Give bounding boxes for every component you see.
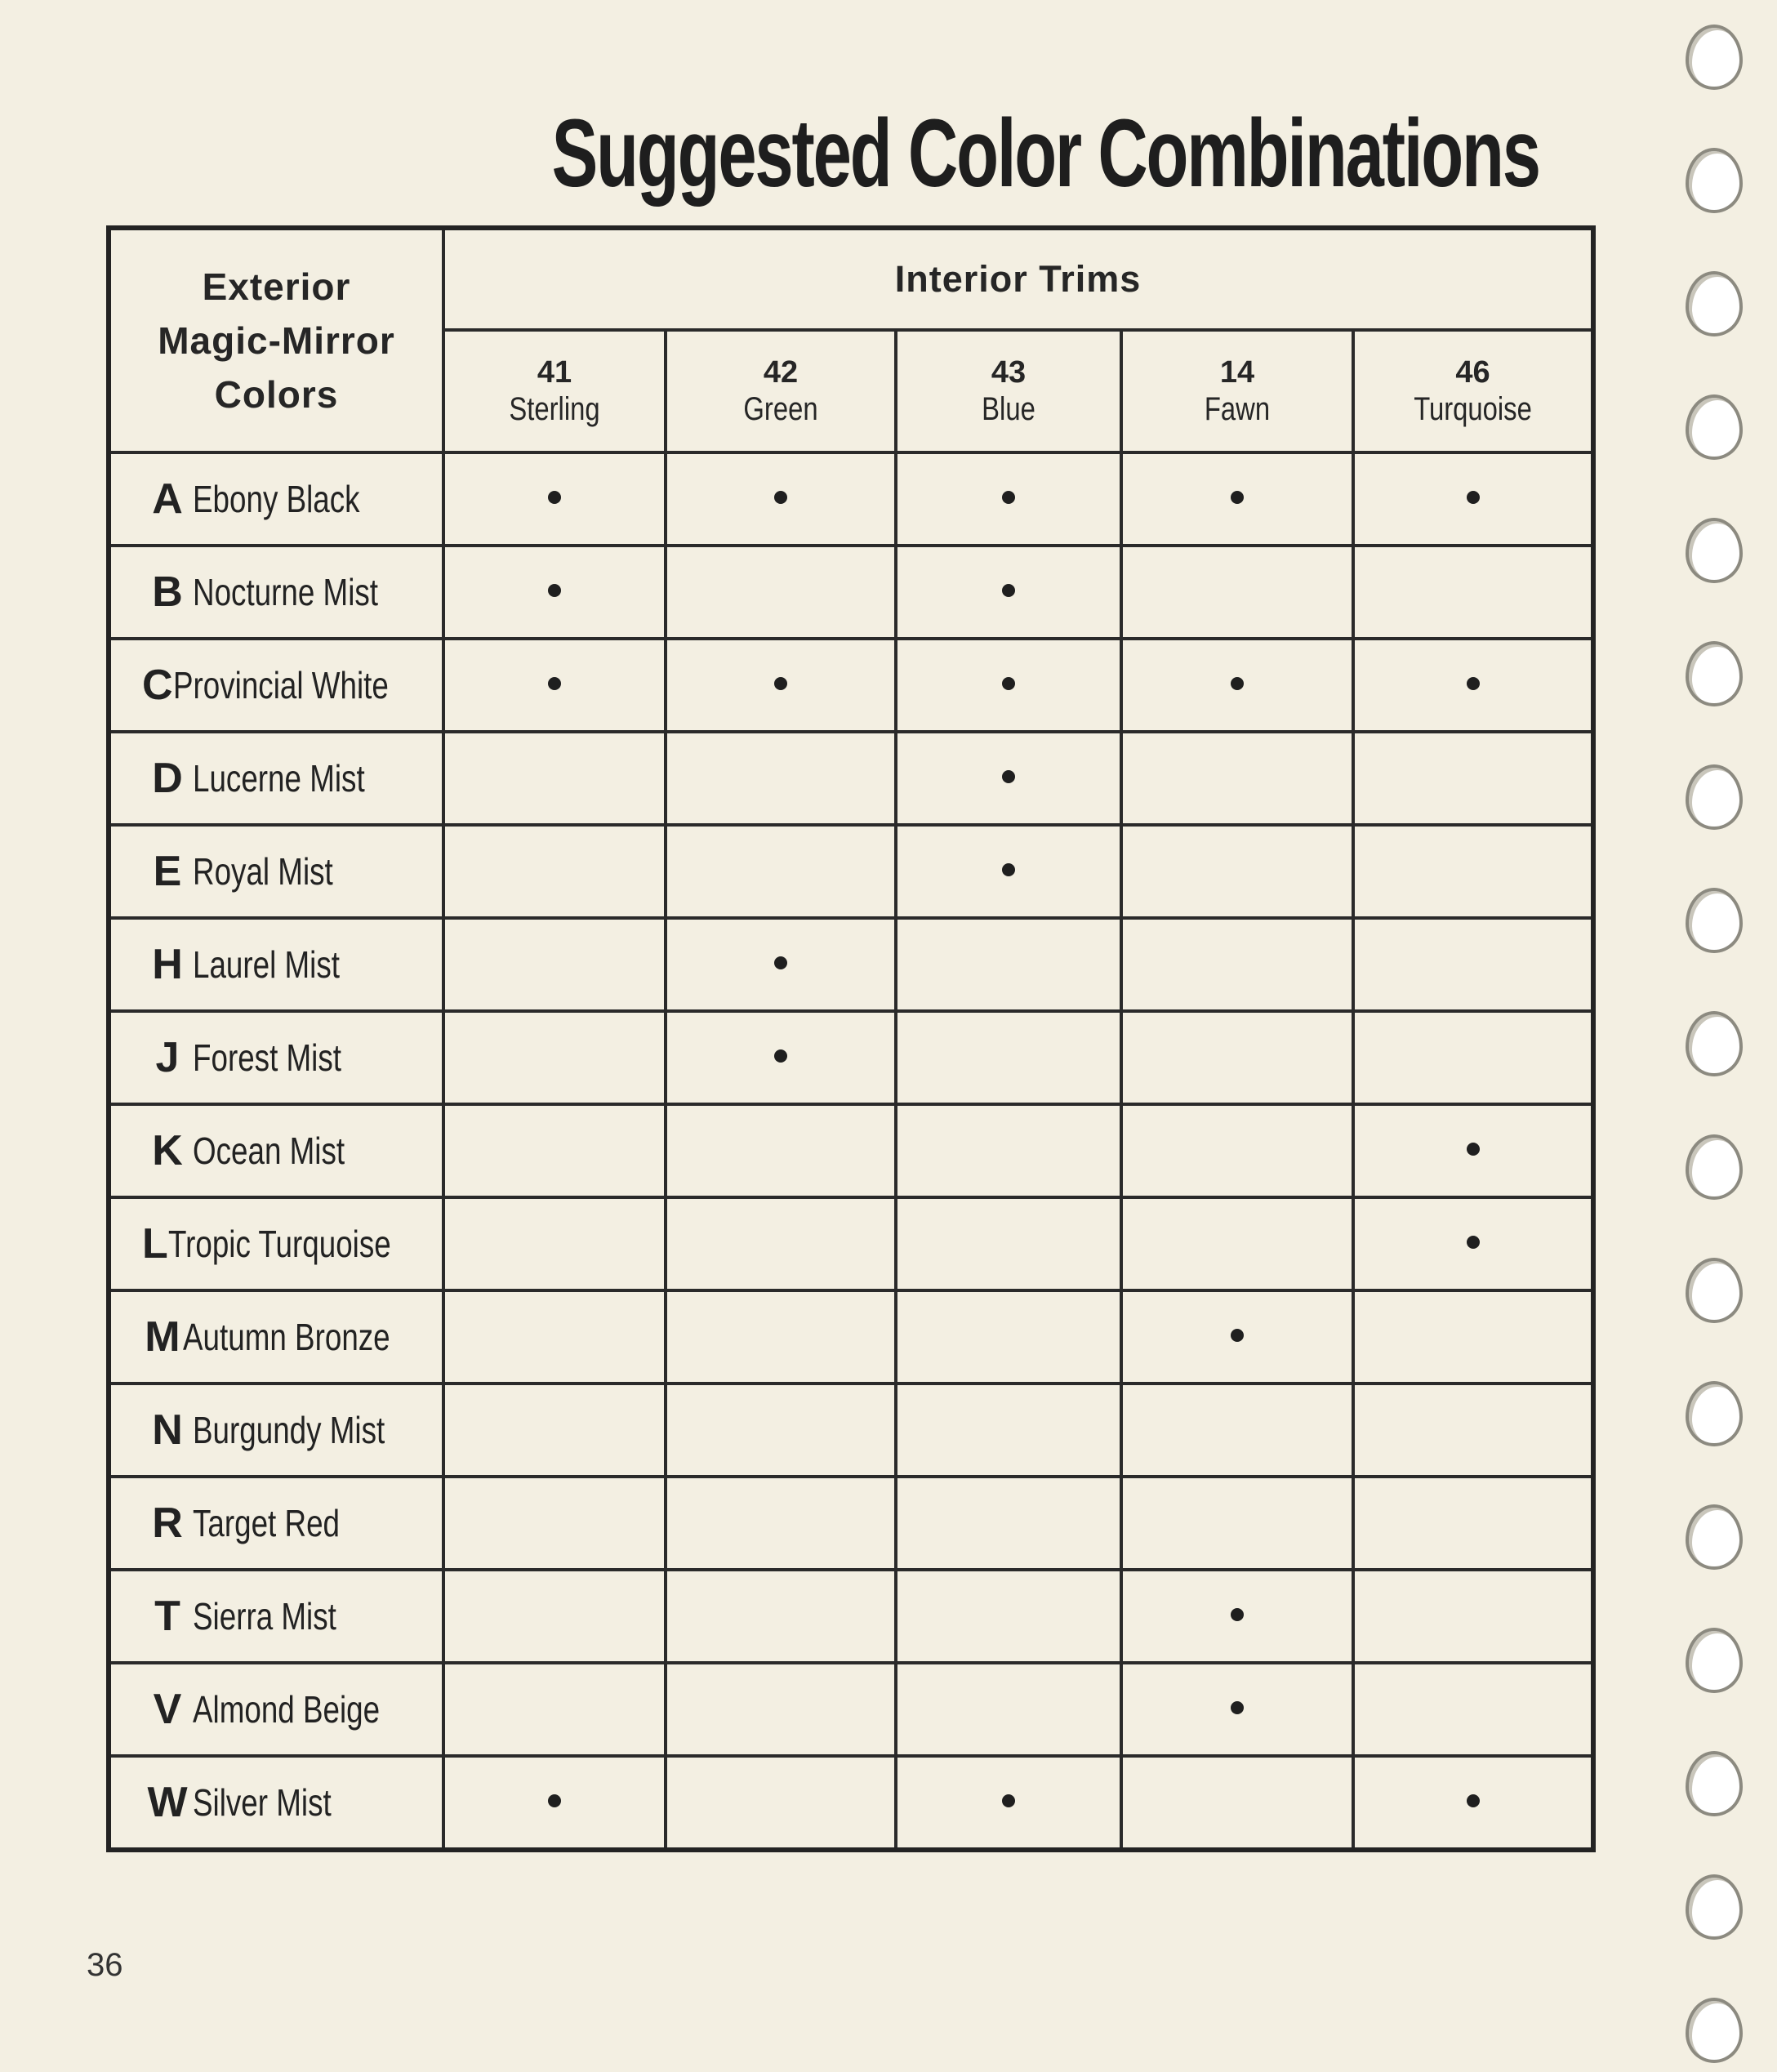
combination-cell — [896, 1663, 1121, 1756]
combination-cell — [1353, 1104, 1593, 1197]
combination-cell — [1353, 546, 1593, 639]
binding-hole — [1686, 764, 1743, 830]
combination-cell — [896, 1290, 1121, 1384]
combination-cell — [443, 1011, 666, 1104]
combination-cell — [443, 825, 666, 918]
combination-dot — [774, 491, 787, 504]
exterior-color-cell — [109, 639, 443, 732]
combination-cell — [1353, 1290, 1593, 1384]
color-code-letter: K — [152, 1127, 183, 1174]
combination-cell — [896, 1756, 1121, 1850]
combination-cell — [443, 639, 666, 732]
color-name: Almond Beige — [193, 1688, 381, 1731]
color-name: Nocturne Mist — [193, 571, 378, 613]
combination-dot — [1467, 1794, 1480, 1807]
table-row — [109, 825, 1593, 918]
combination-dot — [548, 1794, 561, 1807]
combination-dot — [774, 1049, 787, 1063]
binding-hole — [1686, 1998, 1743, 2063]
color-combinations-table — [106, 225, 1596, 1852]
color-code-letter: V — [153, 1686, 182, 1733]
combination-cell — [896, 546, 1121, 639]
color-code-letter: E — [153, 848, 182, 895]
exterior-colors-header: Exterior Magic-Mirror Colors — [109, 228, 443, 452]
exterior-color-cell — [109, 1384, 443, 1477]
combination-cell — [666, 918, 896, 1011]
combination-cell — [443, 1756, 666, 1850]
binding-hole — [1686, 1134, 1743, 1200]
table-row — [109, 1011, 1593, 1104]
combination-cell — [1353, 452, 1593, 546]
combination-cell — [1121, 1384, 1353, 1477]
table-body — [109, 452, 1593, 1850]
combination-cell — [443, 1104, 666, 1197]
combination-cell — [666, 1104, 896, 1197]
combination-cell — [666, 732, 896, 825]
combination-cell — [1353, 1663, 1593, 1756]
combination-cell — [896, 1477, 1121, 1570]
trim-name: Sterling — [509, 391, 600, 427]
table-row — [109, 546, 1593, 639]
color-name: Laurel Mist — [193, 943, 340, 986]
trim-header-turquoise — [1353, 330, 1593, 452]
table-row — [109, 1477, 1593, 1570]
color-code-letter: C — [142, 662, 173, 709]
color-code-letter: A — [152, 475, 183, 523]
combination-cell — [896, 918, 1121, 1011]
combination-cell — [666, 546, 896, 639]
exterior-color-cell — [109, 1104, 443, 1197]
color-name: Royal Mist — [193, 850, 333, 893]
combination-cell — [443, 732, 666, 825]
combination-cell — [1353, 825, 1593, 918]
table-row — [109, 1663, 1593, 1756]
combination-cell — [1121, 639, 1353, 732]
binding-hole — [1686, 25, 1743, 90]
page-number: 36 — [87, 1947, 123, 1983]
combination-cell — [443, 918, 666, 1011]
combination-dot — [1467, 1143, 1480, 1156]
combination-cell — [896, 825, 1121, 918]
color-name: Burgundy Mist — [193, 1409, 385, 1451]
combination-dot — [548, 677, 561, 690]
combination-dot — [1231, 677, 1244, 690]
color-code-letter: H — [152, 941, 183, 988]
combination-dot — [1231, 1701, 1244, 1714]
combination-cell — [1121, 918, 1353, 1011]
combination-cell — [1121, 1756, 1353, 1850]
combination-dot — [1467, 677, 1480, 690]
combination-cell — [896, 1104, 1121, 1197]
combination-cell — [1353, 1384, 1593, 1477]
trim-name: Blue — [982, 391, 1035, 427]
combination-dot — [774, 956, 787, 969]
combination-dot — [1002, 1794, 1015, 1807]
combination-cell — [1121, 1104, 1353, 1197]
combination-cell — [666, 1384, 896, 1477]
exterior-color-cell — [109, 1570, 443, 1663]
combination-cell — [896, 1197, 1121, 1290]
trim-name: Turquoise — [1414, 391, 1532, 427]
color-name: Ocean Mist — [193, 1130, 345, 1172]
exterior-color-cell — [109, 1477, 443, 1570]
table-row — [109, 1570, 1593, 1663]
exterior-color-cell — [109, 918, 443, 1011]
binding-hole — [1686, 888, 1743, 953]
exterior-color-cell — [109, 732, 443, 825]
page-title: Suggested Color Combinations — [551, 100, 1539, 207]
combination-cell — [443, 1384, 666, 1477]
combination-dot — [548, 584, 561, 597]
binding-hole — [1686, 271, 1743, 336]
combination-dot — [1231, 491, 1244, 504]
trim-header-sterling — [443, 330, 666, 452]
combination-cell — [443, 1663, 666, 1756]
color-code-letter: N — [152, 1406, 183, 1454]
combination-cell — [1353, 1756, 1593, 1850]
combination-cell — [1121, 1570, 1353, 1663]
color-code-letter: M — [145, 1313, 180, 1361]
combination-dot — [1002, 491, 1015, 504]
exterior-color-cell — [109, 546, 443, 639]
combination-cell — [1353, 1197, 1593, 1290]
combination-cell — [443, 1197, 666, 1290]
binding-hole — [1686, 1628, 1743, 1693]
combination-cell — [1353, 1011, 1593, 1104]
combination-cell — [443, 1477, 666, 1570]
color-code-letter: W — [147, 1779, 188, 1826]
table-row — [109, 732, 1593, 825]
table-row — [109, 1197, 1593, 1290]
combination-cell — [666, 1663, 896, 1756]
exterior-color-cell — [109, 452, 443, 546]
combination-cell — [1121, 452, 1353, 546]
combination-dot — [1467, 491, 1480, 504]
color-name: Ebony Black — [193, 478, 360, 520]
binding-hole — [1686, 1258, 1743, 1323]
exterior-color-cell — [109, 1011, 443, 1104]
combination-cell — [666, 1570, 896, 1663]
exterior-color-cell — [109, 1663, 443, 1756]
combination-cell — [666, 452, 896, 546]
color-name: Provincial White — [172, 664, 389, 706]
combination-dot — [1002, 584, 1015, 597]
combination-cell — [896, 639, 1121, 732]
exterior-color-cell — [109, 1290, 443, 1384]
trim-code: 14 — [1219, 355, 1255, 390]
combination-cell — [1353, 1477, 1593, 1570]
binding-hole — [1686, 394, 1743, 460]
color-name: Autumn Bronze — [182, 1316, 390, 1358]
trim-code: 41 — [537, 355, 572, 390]
combination-cell — [896, 452, 1121, 546]
combination-dot — [1002, 677, 1015, 690]
table-row — [109, 1290, 1593, 1384]
binding-hole — [1686, 518, 1743, 583]
combination-cell — [666, 825, 896, 918]
color-code-letter: D — [152, 755, 183, 802]
combination-dot — [774, 677, 787, 690]
binding-hole — [1686, 1874, 1743, 1940]
combination-cell — [1121, 1290, 1353, 1384]
combination-dot — [548, 491, 561, 504]
color-code-letter: T — [154, 1593, 180, 1640]
table-row — [109, 1104, 1593, 1197]
combination-cell — [896, 1384, 1121, 1477]
trim-name: Fawn — [1204, 391, 1271, 427]
combination-cell — [896, 1570, 1121, 1663]
combination-cell — [1121, 1011, 1353, 1104]
combination-cell — [1121, 825, 1353, 918]
trim-header-fawn — [1121, 330, 1353, 452]
color-name: Silver Mist — [193, 1781, 332, 1824]
table-row — [109, 452, 1593, 546]
exterior-color-cell — [109, 825, 443, 918]
trim-header-green — [666, 330, 896, 452]
combination-cell — [443, 452, 666, 546]
binding-hole — [1686, 1011, 1743, 1076]
trim-name: Green — [743, 391, 818, 427]
binding-hole — [1686, 1751, 1743, 1816]
binding-hole — [1686, 148, 1743, 213]
combination-cell — [666, 639, 896, 732]
combination-cell — [443, 546, 666, 639]
combination-cell — [1353, 1570, 1593, 1663]
combination-dot — [1231, 1608, 1244, 1621]
color-code-letter: R — [152, 1499, 183, 1547]
combination-cell — [896, 1011, 1121, 1104]
combination-cell — [1353, 918, 1593, 1011]
color-code-letter: L — [142, 1220, 168, 1268]
combination-cell — [1121, 546, 1353, 639]
combination-cell — [1121, 1477, 1353, 1570]
binding-hole — [1686, 641, 1743, 706]
combination-dot — [1002, 770, 1015, 783]
color-code-letter: J — [155, 1034, 180, 1081]
combination-cell — [1353, 639, 1593, 732]
interior-trims-header: Interior Trims — [443, 228, 1593, 330]
combination-cell — [1121, 1663, 1353, 1756]
combination-dot — [1467, 1236, 1480, 1249]
combination-cell — [1121, 1197, 1353, 1290]
color-name: Lucerne Mist — [193, 757, 365, 800]
color-code-letter: B — [152, 568, 183, 616]
exterior-color-cell — [109, 1197, 443, 1290]
combination-cell — [443, 1290, 666, 1384]
trim-code: 42 — [763, 355, 799, 390]
combination-cell — [666, 1477, 896, 1570]
color-name: Sierra Mist — [193, 1595, 336, 1638]
exterior-color-cell — [109, 1756, 443, 1850]
color-name: Tropic Turquoise — [167, 1223, 391, 1265]
combination-cell — [896, 732, 1121, 825]
table-row — [109, 639, 1593, 732]
table-row — [109, 1384, 1593, 1477]
table-row — [109, 1756, 1593, 1850]
table-row — [109, 918, 1593, 1011]
combination-cell — [666, 1756, 896, 1850]
binding-hole — [1686, 1504, 1743, 1570]
combination-cell — [1353, 732, 1593, 825]
trim-code: 46 — [1455, 355, 1490, 390]
combination-cell — [1121, 732, 1353, 825]
combination-cell — [666, 1197, 896, 1290]
trim-header-blue — [896, 330, 1121, 452]
combination-dot — [1231, 1329, 1244, 1342]
combination-cell — [666, 1011, 896, 1104]
color-name: Forest Mist — [193, 1036, 341, 1079]
combination-dot — [1002, 863, 1015, 876]
trim-code: 43 — [991, 355, 1027, 390]
combination-cell — [666, 1290, 896, 1384]
binding-hole — [1686, 1381, 1743, 1446]
color-name: Target Red — [193, 1502, 341, 1544]
combination-cell — [443, 1570, 666, 1663]
